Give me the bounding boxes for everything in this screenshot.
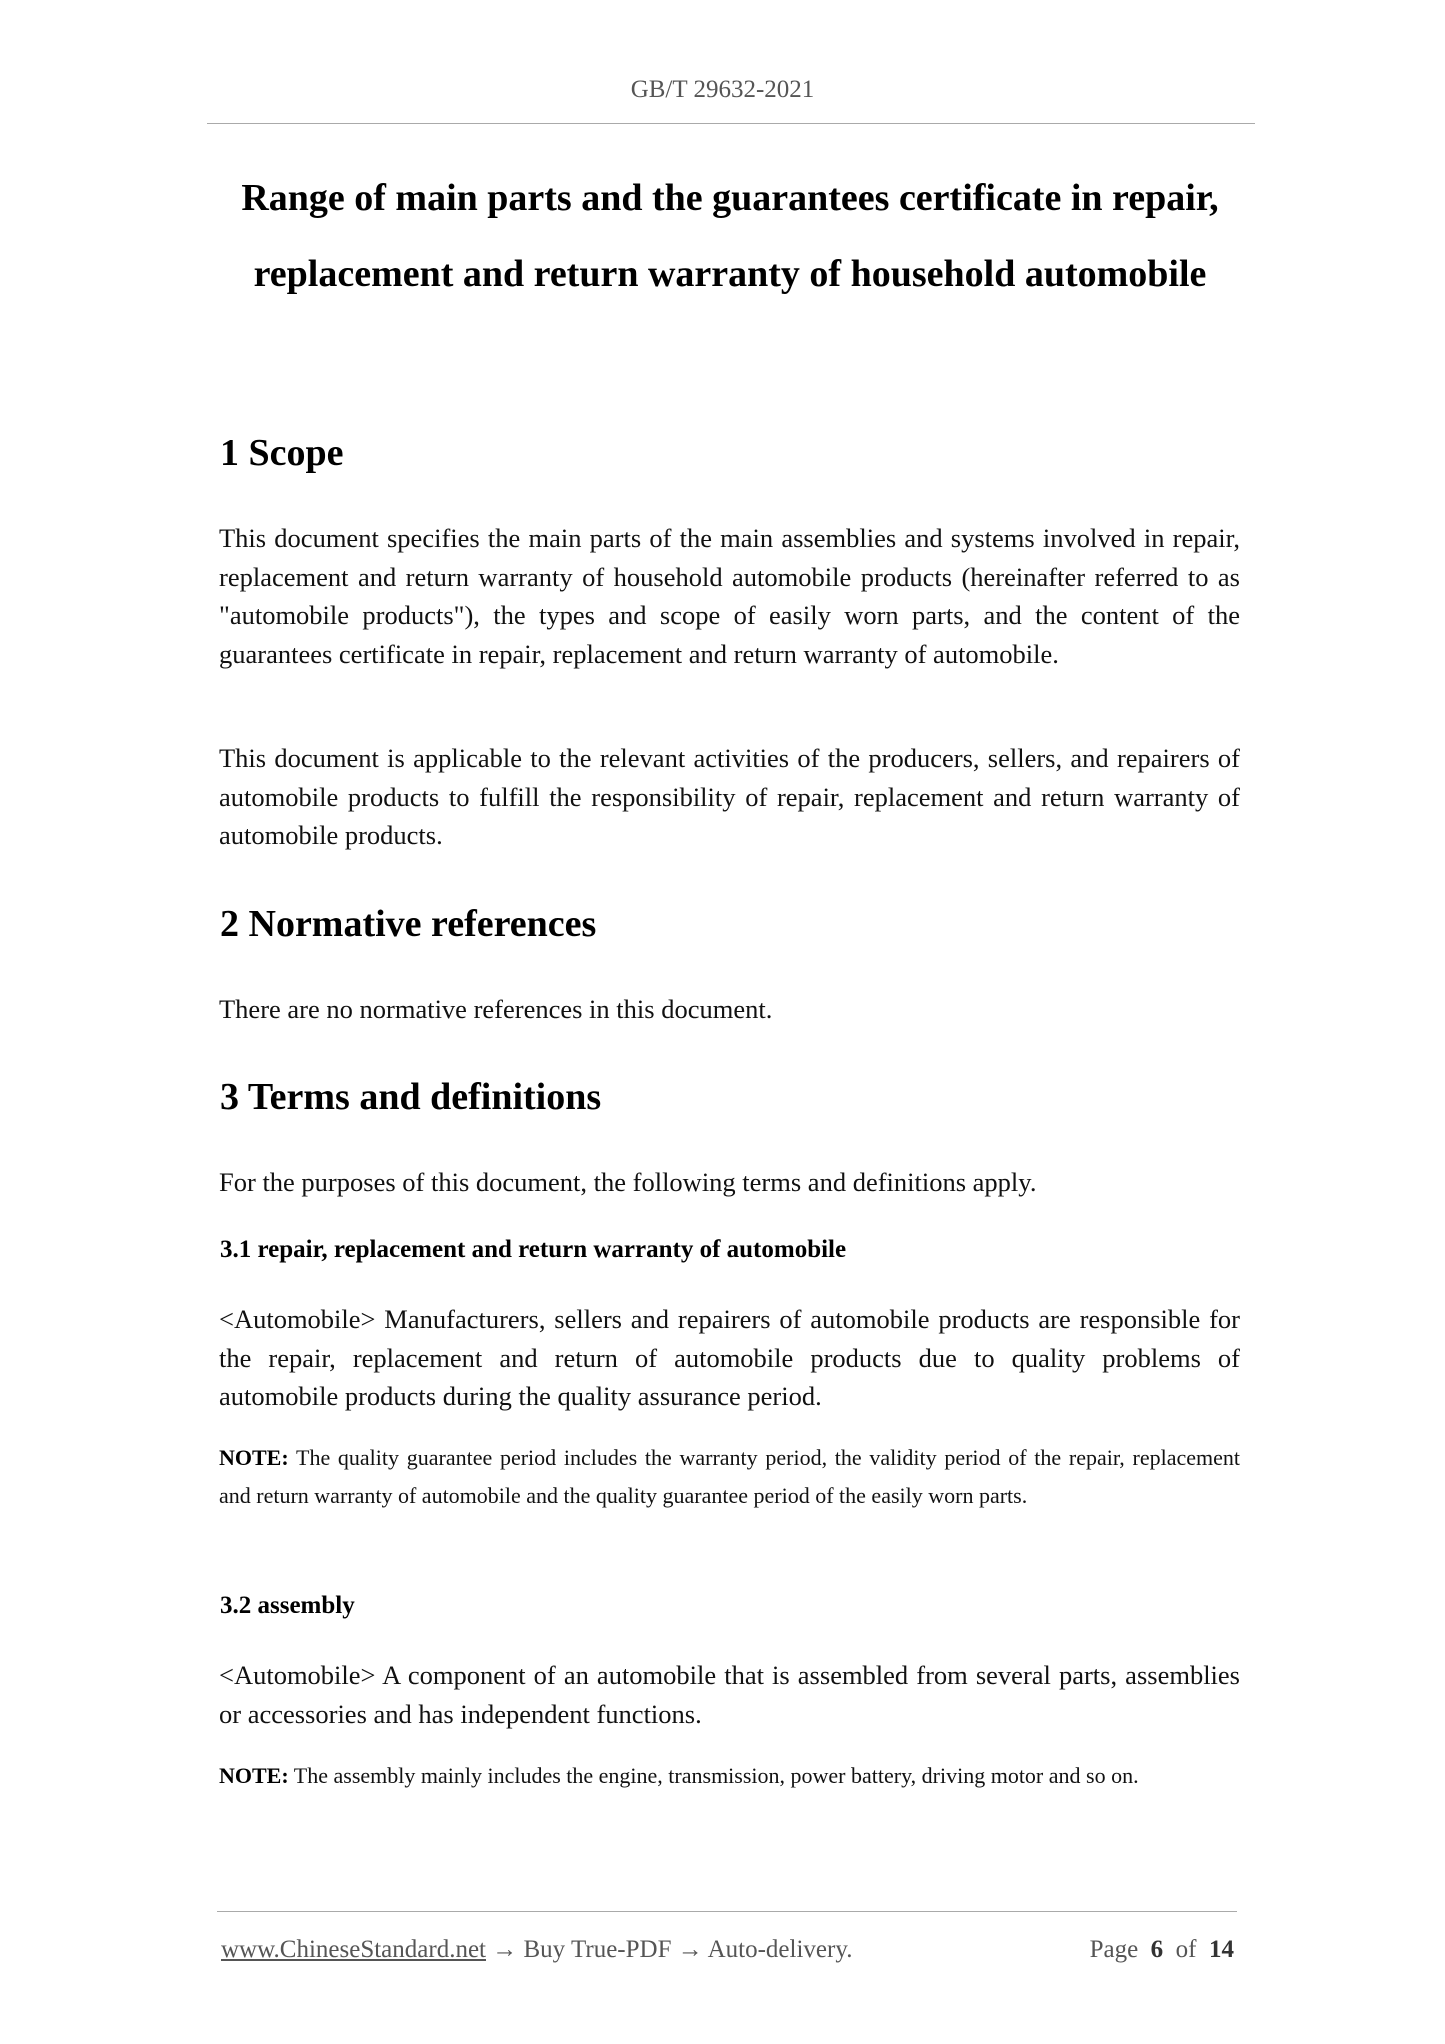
- note-text: The quality guarantee period includes the warranty period, the validity period of the repair, replacement and return warranty of automobile and the quality guarantee period of the easily worn parts.: [219, 1445, 1240, 1508]
- document-title: [210, 160, 1250, 312]
- term-3-1-definition: <Automobile> Manufacturers, sellers and repairers of automobile products are responsible for the repair, replacement and return of automobile products due to quality problems of automobile products during the quality assurance period.: [219, 1304, 1240, 1411]
- document-title-line-2: replacement and return warranty of household automobile: [253, 253, 1207, 295]
- term-3-1-title: 3.1 repair, replacement and return warranty of automobile: [220, 1236, 847, 1263]
- footer-divider: [217, 1911, 1237, 1912]
- arrow-right-icon: →: [492, 1936, 518, 1963]
- page-of-label: of: [1175, 1936, 1197, 1963]
- section-heading-normative-references: 2 Normative references: [220, 903, 597, 945]
- terms-intro-paragraph: For the purposes of this document, the following terms and definitions apply.: [219, 1167, 1037, 1197]
- auto-delivery-text: Auto-delivery.: [707, 1936, 853, 1963]
- section-heading-scope: 1 Scope: [220, 432, 344, 474]
- page-current-number: 6: [1150, 1936, 1164, 1963]
- section-heading-terms-and-definitions: 3 Terms and definitions: [220, 1076, 602, 1118]
- note-label: NOTE:: [219, 1763, 289, 1788]
- standard-code: GB/T 29632-2021: [630, 76, 815, 103]
- arrow-right-icon: →: [677, 1936, 703, 1963]
- normative-references-paragraph: There are no normative references in this document.: [219, 994, 773, 1024]
- page-indicator: [1090, 1930, 1234, 1970]
- page-footer: [221, 1930, 1234, 1970]
- website-link[interactable]: www.ChineseStandard.net: [221, 1936, 486, 1963]
- buy-true-pdf-text: Buy True-PDF: [523, 1936, 672, 1963]
- scope-paragraph-1: This document specifies the main parts of the main assemblies and systems involved in repair, replacement and return warranty of household automobile products (hereinafter referred to as "automobile products"), the types and scope of easily worn parts, and the content of the guarantees certificate in repair, replacement and return warranty of automobile.: [219, 523, 1240, 669]
- term-3-2-note: [219, 1757, 1240, 1795]
- note-text: The assembly mainly includes the engine, transmission, power battery, driving motor and so on.: [288, 1763, 1139, 1788]
- header-divider: [207, 123, 1255, 124]
- page-total-number: 14: [1209, 1936, 1234, 1963]
- document-title-line-1: Range of main parts and the guarantees certificate in repair,: [241, 177, 1219, 219]
- page-label: Page: [1089, 1936, 1139, 1963]
- term-3-1-note: [219, 1439, 1240, 1515]
- note-label: NOTE:: [219, 1445, 289, 1470]
- term-3-2-title: 3.2 assembly: [220, 1592, 355, 1619]
- scope-paragraph-2: This document is applicable to the relevant activities of the producers, sellers, and repairers of automobile products to fulfill the responsibility of repair, replacement and return warranty of automobile products.: [219, 743, 1240, 850]
- term-3-2-definition: <Automobile> A component of an automobile that is assembled from several parts, assemblies or accessories and has independent functions.: [219, 1660, 1240, 1729]
